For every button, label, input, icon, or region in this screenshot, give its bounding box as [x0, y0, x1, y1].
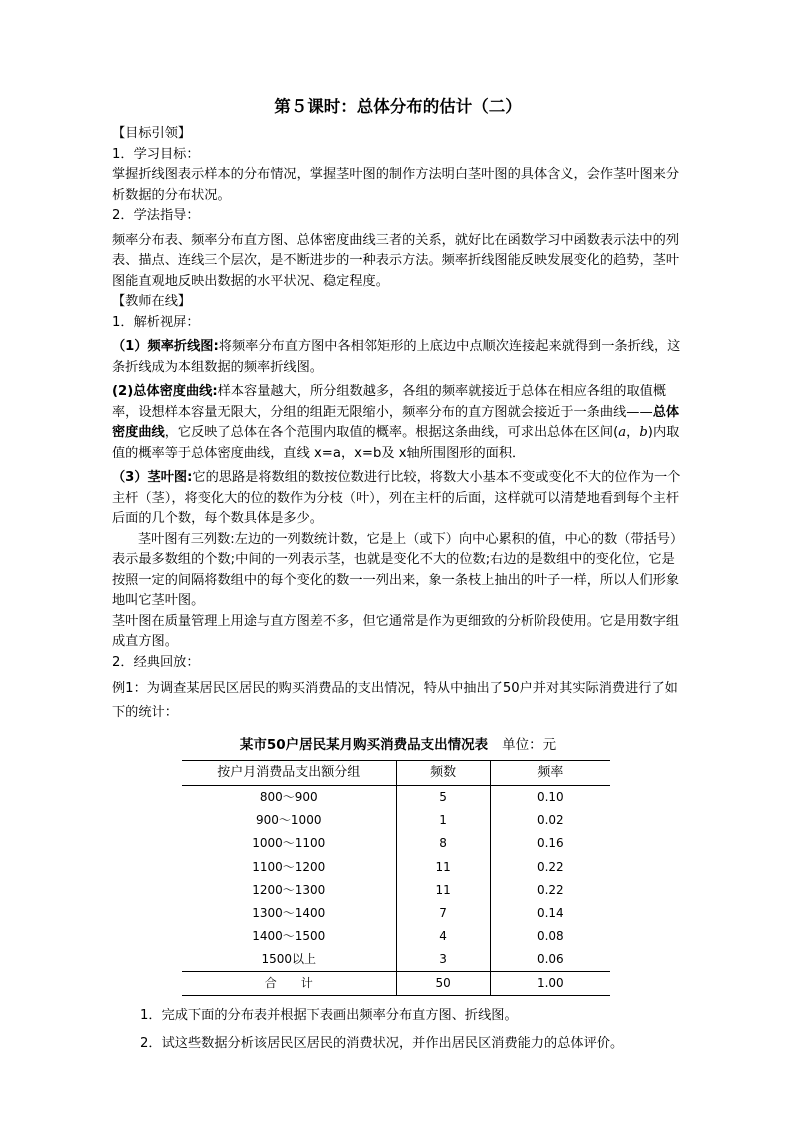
table-cell: 1100～1200 [252, 859, 326, 874]
table-cell: 1300～1400 [252, 905, 326, 920]
paragraph-text: 将频率分布直方图中各相邻矩形的上底边中点顺次连接起来就得到一条折线，这条折线成为本组数据的频率折线图。 [112, 339, 681, 375]
table-unit: 单位：元 [502, 737, 557, 753]
term-label: （3）茎叶图: [112, 470, 193, 485]
table-cell: 50 [396, 971, 490, 995]
column-header: 频率 [490, 760, 610, 786]
column-header: 按户月消费品支出额分组 [182, 760, 396, 786]
variable: b [639, 425, 648, 440]
table-row [182, 925, 610, 948]
table-cell: 合 计 [182, 971, 396, 995]
table-cell: 8 [396, 832, 490, 855]
paragraph-text: 它的思路是将数组的数按位数进行比较，将数大小基本不变或变化不大的位作为一个主杆（茎），将变化大的位的数作为分枝（叶），列在主杆的后面，这样就可以清楚地看到每个主杆后面的几个数，每个数具体是多少。 [112, 470, 681, 526]
table-cell: 1.00 [490, 971, 610, 995]
variable: a [618, 425, 627, 440]
table-cell: 0.16 [490, 832, 610, 855]
paragraph-text: )内取值的概率等于总体密度曲线，直线 x=a，x=b及 x轴所围图形的面积． [112, 425, 680, 461]
table-cell: 1000～1100 [252, 836, 326, 851]
table-row [182, 855, 610, 878]
document-page [112, 96, 684, 1056]
table-cell: 1500以上 [261, 951, 317, 966]
question-1: 1．完成下面的分布表并根据下表画出频率分布直方图、折线图。 [140, 1007, 518, 1023]
table-cell: 0.22 [490, 855, 610, 878]
paragraph: 掌握折线图表示样本的分布情况，掌握茎叶图的制作方法明白茎叶图的具体含义，会作茎叶图来分析数据的分布状况。 [112, 167, 680, 203]
table-cell: 800～900 [259, 790, 318, 805]
table-cell: 0.14 [490, 901, 610, 924]
paragraph-text: ，它反映了总体在各个范围内取值的概率。根据这条曲线，可求出总体在区间( [164, 425, 619, 440]
table-row [182, 786, 610, 810]
paragraph-stem-leaf [112, 468, 684, 530]
item-label: 2．经典回放： [112, 654, 200, 670]
term-label: (2)总体密度曲线: [112, 384, 218, 399]
table-row [182, 878, 610, 901]
item-label: 1．解析视屏： [112, 314, 200, 330]
table-total-row [182, 971, 610, 995]
table-cell: 3 [396, 948, 490, 972]
table-cell: 0.08 [490, 925, 610, 948]
item-label: 2．学法指导： [112, 208, 200, 223]
table-cell: 0.10 [490, 786, 610, 810]
table-cell: 0.02 [490, 809, 610, 832]
paragraph: 茎叶图有三列数:左边的一列数统计数，它是上（或下）向中心累积的值，中心的数（带括号）表示最多数组的个数;中间的一列表示茎，也就是变化不大的位数;右边的是数组中的变化位，它是按照一定的间隔将数组中的每个变化的数一一列出来，象一条枝上抽出的叶子一样，所以人们形象地叫它茎叶图。 [112, 531, 684, 608]
paragraph-density-curve [112, 382, 684, 464]
table-cell: 900～1000 [256, 813, 322, 828]
table-cell: 11 [396, 878, 490, 901]
page-title: 第５课时：总体分布的估计（二） [274, 97, 522, 116]
table-cell: 11 [396, 855, 490, 878]
table-cell: 1 [396, 809, 490, 832]
table-header-row [182, 760, 610, 786]
table-row [182, 809, 610, 832]
table-title-text: 某市50户居民某月购买消费品支出情况表 [239, 737, 489, 753]
example-text: 例1：为调查某居民区居民的购买消费品的支出情况，特从中抽出了50户并对其实际消费进行了如下的统计： [112, 681, 678, 720]
table-cell: 0.22 [490, 878, 610, 901]
table-cell: 4 [396, 925, 490, 948]
frequency-table [182, 760, 610, 996]
paragraph-text: 样本容量越大，所分组数越多，各组的频率就接近于总体在相应各组的取值概率，设想样本容量无限大，分组的组距无限缩小，频率分布的直方图就会接近于一条曲线—— [112, 384, 667, 420]
paragraph: 频率分布表、频率分布直方图、总体密度曲线三者的关系，就好比在函数学习中函数表示法中的列表、描点、连线三个层次，是不断进步的一种表示方法。频率折线图能反映发展变化的趋势，茎叶图能直观地反映出数据的水平状况、稳定程度。 [112, 232, 680, 289]
table-cell: 7 [396, 901, 490, 924]
table-cell: 5 [396, 786, 490, 810]
term-inline: 总体密度曲线 [112, 404, 680, 440]
separator: ， [626, 425, 640, 440]
table-cell: 1400～1500 [252, 928, 326, 943]
term-label: （1）频率折线图: [112, 339, 219, 354]
table-cell: 1200～1300 [252, 882, 326, 897]
table-title [112, 735, 684, 756]
table-row [182, 901, 610, 924]
item-label: 1．学习目标： [112, 146, 200, 162]
table-cell: 0.06 [490, 948, 610, 972]
table-row [182, 948, 610, 972]
section-heading-goals: 【目标引领】 [112, 126, 192, 141]
paragraph-frequency-polygon [112, 337, 684, 378]
column-header: 频数 [396, 760, 490, 786]
question-2: 2．试这些数据分析该居民区居民的消费状况，并作出居民区消费能力的总体评价。 [140, 1035, 624, 1051]
table-row [182, 832, 610, 855]
paragraph: 茎叶图在质量管理上用途与直方图差不多，但它通常是作为更细致的分析阶段使用。它是用数字组成直方图。 [112, 613, 680, 649]
section-heading-teacher: 【教师在线】 [112, 294, 192, 309]
